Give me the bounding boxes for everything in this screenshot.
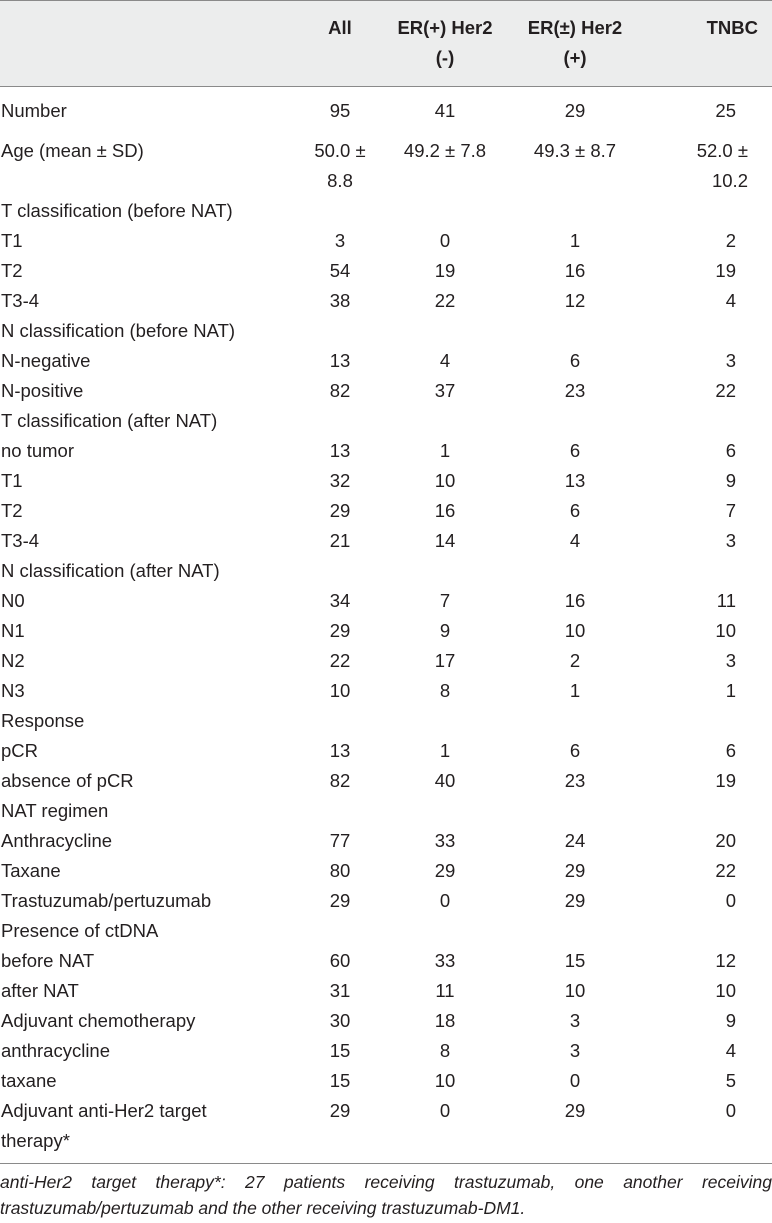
cell-all: 34 — [329, 590, 351, 611]
cell-er-pos — [380, 406, 510, 436]
cell-tnbc: 25 — [715, 100, 736, 121]
cell-er-pos: 9 — [439, 620, 451, 641]
row-label: Adjuvant anti-Her2 target therapy* — [1, 1100, 207, 1151]
cell-all: 54 — [329, 260, 351, 281]
table-row — [0, 316, 772, 346]
cell-tnbc — [640, 406, 772, 436]
table-row — [0, 856, 772, 886]
row-label: T3-4 — [1, 530, 40, 551]
table-row — [0, 196, 772, 226]
row-label: T3-4 — [1, 290, 40, 311]
row-label: T2 — [1, 260, 23, 281]
row-label: N classification (before NAT) — [1, 320, 236, 341]
cell-tnbc: 6 — [725, 740, 736, 761]
cell-all — [300, 796, 380, 826]
cell-all: 82 — [329, 380, 351, 401]
cell-all: 77 — [329, 830, 351, 851]
cell-er-pos: 0 — [439, 890, 451, 911]
cell-er-pm: 16 — [564, 590, 586, 611]
cell-tnbc: 10 — [715, 980, 736, 1001]
cell-tnbc: 3 — [725, 650, 736, 671]
cell-all: 22 — [329, 650, 351, 671]
cell-er-pm: 23 — [564, 770, 586, 791]
table-row — [0, 706, 772, 736]
cell-tnbc — [640, 916, 772, 946]
cell-all: 30 — [329, 1010, 351, 1031]
row-label: Age (mean ± SD) — [1, 140, 144, 161]
cell-all — [300, 706, 380, 736]
cell-tnbc — [640, 706, 772, 736]
cell-er-pos — [380, 796, 510, 826]
cell-er-pm — [510, 316, 640, 346]
row-label: N3 — [1, 680, 25, 701]
cell-all — [300, 916, 380, 946]
cell-er-pm: 29 — [564, 860, 586, 881]
cell-tnbc: 9 — [725, 1010, 736, 1031]
cell-all — [300, 316, 380, 346]
cell-tnbc: 0 — [725, 1100, 736, 1121]
cell-er-pos — [380, 316, 510, 346]
cell-tnbc: 3 — [725, 350, 736, 371]
table-row — [0, 496, 772, 526]
cell-all: 10 — [329, 680, 351, 701]
cell-er-pm — [510, 916, 640, 946]
cell-er-pm: 15 — [564, 950, 586, 971]
cell-all: 29 — [329, 500, 351, 521]
cell-all: 29 — [329, 1100, 351, 1121]
cell-er-pm — [510, 796, 640, 826]
row-label: T classification (after NAT) — [1, 410, 218, 431]
cell-all: 13 — [329, 740, 351, 761]
row-label: absence of pCR — [1, 770, 134, 791]
table-row — [0, 616, 772, 646]
row-label: T1 — [1, 230, 23, 251]
cell-er-pos — [380, 706, 510, 736]
table-row — [0, 736, 772, 766]
cell-er-pm: 10 — [564, 620, 586, 641]
cell-all: 15 — [329, 1040, 351, 1061]
cell-tnbc: 9 — [725, 470, 736, 491]
cell-all: 31 — [329, 980, 351, 1001]
cell-tnbc: 52.0 ± 10.2 — [696, 140, 748, 191]
cell-all: 13 — [329, 440, 351, 461]
table-row — [0, 86, 772, 136]
cell-tnbc: 5 — [725, 1070, 736, 1091]
cell-tnbc — [640, 316, 772, 346]
cell-er-pos: 41 — [434, 100, 456, 121]
cell-er-pos: 33 — [434, 830, 456, 851]
row-label: NAT regimen — [1, 800, 109, 821]
cell-er-pos: 49.2 ± 7.8 — [403, 140, 487, 161]
cell-er-pm — [510, 556, 640, 586]
cell-er-pos — [380, 916, 510, 946]
table-row — [0, 136, 772, 196]
table-row — [0, 556, 772, 586]
row-label: after NAT — [1, 980, 79, 1001]
cell-tnbc: 0 — [725, 890, 736, 911]
row-label: Presence of ctDNA — [1, 920, 159, 941]
cell-er-pos: 14 — [434, 530, 456, 551]
cell-all: 38 — [329, 290, 351, 311]
row-label: Number — [1, 100, 67, 121]
cell-er-pos: 8 — [439, 1040, 451, 1061]
table-row — [0, 676, 772, 706]
row-label: no tumor — [1, 440, 75, 461]
cell-er-pos: 1 — [439, 740, 451, 761]
cell-er-pm — [510, 196, 640, 226]
cell-all: 82 — [329, 770, 351, 791]
cell-tnbc: 19 — [715, 260, 736, 281]
cell-er-pos: 19 — [434, 260, 456, 281]
cell-er-pos: 40 — [434, 770, 456, 791]
cell-er-pos: 1 — [439, 440, 451, 461]
cell-er-pm: 6 — [569, 740, 581, 761]
cell-er-pm: 6 — [569, 500, 581, 521]
cell-er-pm — [510, 706, 640, 736]
cell-er-pm: 49.3 ± 8.7 — [533, 140, 617, 161]
table-row — [0, 766, 772, 796]
table-row — [0, 646, 772, 676]
cell-er-pm: 29 — [564, 890, 586, 911]
table-row — [0, 946, 772, 976]
cell-er-pm — [510, 406, 640, 436]
cell-tnbc: 4 — [725, 290, 736, 311]
cell-er-pos: 8 — [439, 680, 451, 701]
cell-tnbc: 10 — [715, 620, 736, 641]
cell-tnbc — [640, 556, 772, 586]
row-label: N-positive — [1, 380, 84, 401]
header-empty — [0, 0, 300, 86]
cell-er-pm: 24 — [564, 830, 586, 851]
table-row — [0, 256, 772, 286]
cell-er-pm: 1 — [569, 230, 581, 251]
cell-tnbc: 6 — [725, 440, 736, 461]
table-body — [0, 86, 772, 1156]
table-row — [0, 346, 772, 376]
cell-all: 3 — [334, 230, 346, 251]
cell-all: 13 — [329, 350, 351, 371]
table-header — [0, 0, 772, 86]
cell-er-pos: 11 — [435, 980, 455, 1001]
cell-all: 95 — [329, 100, 351, 121]
table-row — [0, 406, 772, 436]
cell-tnbc: 19 — [715, 770, 736, 791]
cell-er-pos: 17 — [434, 650, 456, 671]
row-label: Trastuzumab/pertuzumab — [1, 890, 212, 911]
cell-tnbc: 11 — [716, 590, 736, 611]
cell-all: 21 — [329, 530, 351, 551]
cell-er-pos: 18 — [434, 1010, 456, 1031]
row-label: before NAT — [1, 950, 95, 971]
table-row — [0, 286, 772, 316]
cell-er-pos: 10 — [434, 470, 456, 491]
table-row — [0, 1006, 772, 1036]
cell-tnbc: 1 — [725, 680, 736, 701]
cell-tnbc — [640, 796, 772, 826]
cell-er-pm: 6 — [569, 440, 581, 461]
cell-all: 50.0 ± 8.8 — [314, 140, 366, 191]
cell-all: 15 — [329, 1070, 351, 1091]
table-row — [0, 586, 772, 616]
row-label: N1 — [1, 620, 25, 641]
cell-er-pm: 1 — [569, 680, 581, 701]
cell-er-pm: 23 — [564, 380, 586, 401]
cell-all — [300, 196, 380, 226]
row-label: anthracycline — [1, 1040, 111, 1061]
table-footnote: anti-Her2 target therapy*: 27 patients receiving trastuzumab, one another receiving trastuzumab/pertuzumab and the other receiving trastuzumab-DM1. — [0, 1172, 772, 1218]
table-row — [0, 1036, 772, 1066]
table-row — [0, 1066, 772, 1096]
cell-er-pos: 37 — [434, 380, 456, 401]
row-label: taxane — [1, 1070, 57, 1091]
cell-all: 32 — [329, 470, 351, 491]
row-label: Anthracycline — [1, 830, 113, 851]
cell-all — [300, 406, 380, 436]
cell-all — [300, 556, 380, 586]
cell-er-pos — [380, 196, 510, 226]
table-row — [0, 826, 772, 856]
row-label: Response — [1, 710, 85, 731]
cell-er-pm: 16 — [564, 260, 586, 281]
table-row — [0, 916, 772, 946]
cell-tnbc: 22 — [715, 860, 736, 881]
cell-er-pos: 0 — [439, 1100, 451, 1121]
cell-tnbc: 3 — [725, 530, 736, 551]
table-row — [0, 436, 772, 466]
row-label: Adjuvant chemotherapy — [1, 1010, 196, 1031]
header-er-pos-her2-neg: ER(+) Her2 (-) — [397, 17, 493, 68]
cell-er-pm: 13 — [564, 470, 586, 491]
cell-er-pm: 3 — [569, 1010, 581, 1031]
cell-er-pm: 4 — [569, 530, 581, 551]
cell-er-pm: 12 — [564, 290, 586, 311]
cell-er-pm: 0 — [569, 1070, 581, 1091]
cell-all: 29 — [329, 620, 351, 641]
cell-all: 29 — [329, 890, 351, 911]
table-row — [0, 466, 772, 496]
cell-tnbc — [640, 196, 772, 226]
cell-tnbc: 12 — [715, 950, 736, 971]
cell-all: 80 — [329, 860, 351, 881]
cell-er-pos: 16 — [434, 500, 456, 521]
row-label: T classification (before NAT) — [1, 200, 233, 221]
row-label: N-negative — [1, 350, 91, 371]
cell-tnbc: 22 — [715, 380, 736, 401]
table-row — [0, 796, 772, 826]
cell-er-pos: 10 — [434, 1070, 456, 1091]
row-label: T1 — [1, 470, 23, 491]
cell-er-pos: 7 — [439, 590, 451, 611]
cell-er-pos: 33 — [434, 950, 456, 971]
cell-er-pos: 22 — [434, 290, 456, 311]
cell-tnbc: 20 — [715, 830, 736, 851]
cell-tnbc: 4 — [725, 1040, 736, 1061]
cell-er-pos: 29 — [434, 860, 456, 881]
header-er-pm-her2-pos: ER(±) Her2 (+) — [527, 17, 623, 68]
table-row — [0, 1096, 772, 1156]
row-label: N classification (after NAT) — [1, 560, 220, 581]
cell-er-pm: 29 — [564, 100, 586, 121]
row-label: T2 — [1, 500, 23, 521]
table-row — [0, 226, 772, 256]
header-all: All — [328, 17, 352, 38]
bottom-rule — [0, 1163, 772, 1164]
cell-er-pm: 2 — [569, 650, 581, 671]
table-row — [0, 376, 772, 406]
cell-er-pm: 10 — [564, 980, 586, 1001]
row-label: N0 — [1, 590, 25, 611]
cell-er-pm: 6 — [569, 350, 581, 371]
cell-er-pm: 3 — [569, 1040, 581, 1061]
row-label: Taxane — [1, 860, 61, 881]
cell-tnbc: 7 — [725, 500, 736, 521]
header-tnbc: TNBC — [706, 17, 758, 38]
cell-er-pos: 4 — [439, 350, 451, 371]
table-row — [0, 976, 772, 1006]
cell-er-pm: 29 — [564, 1100, 586, 1121]
table-row — [0, 526, 772, 556]
row-label: pCR — [1, 740, 39, 761]
row-label: N2 — [1, 650, 25, 671]
cell-tnbc: 2 — [725, 230, 736, 251]
cell-er-pos: 0 — [439, 230, 451, 251]
cell-er-pos — [380, 556, 510, 586]
table-row — [0, 886, 772, 916]
cell-all: 60 — [329, 950, 351, 971]
